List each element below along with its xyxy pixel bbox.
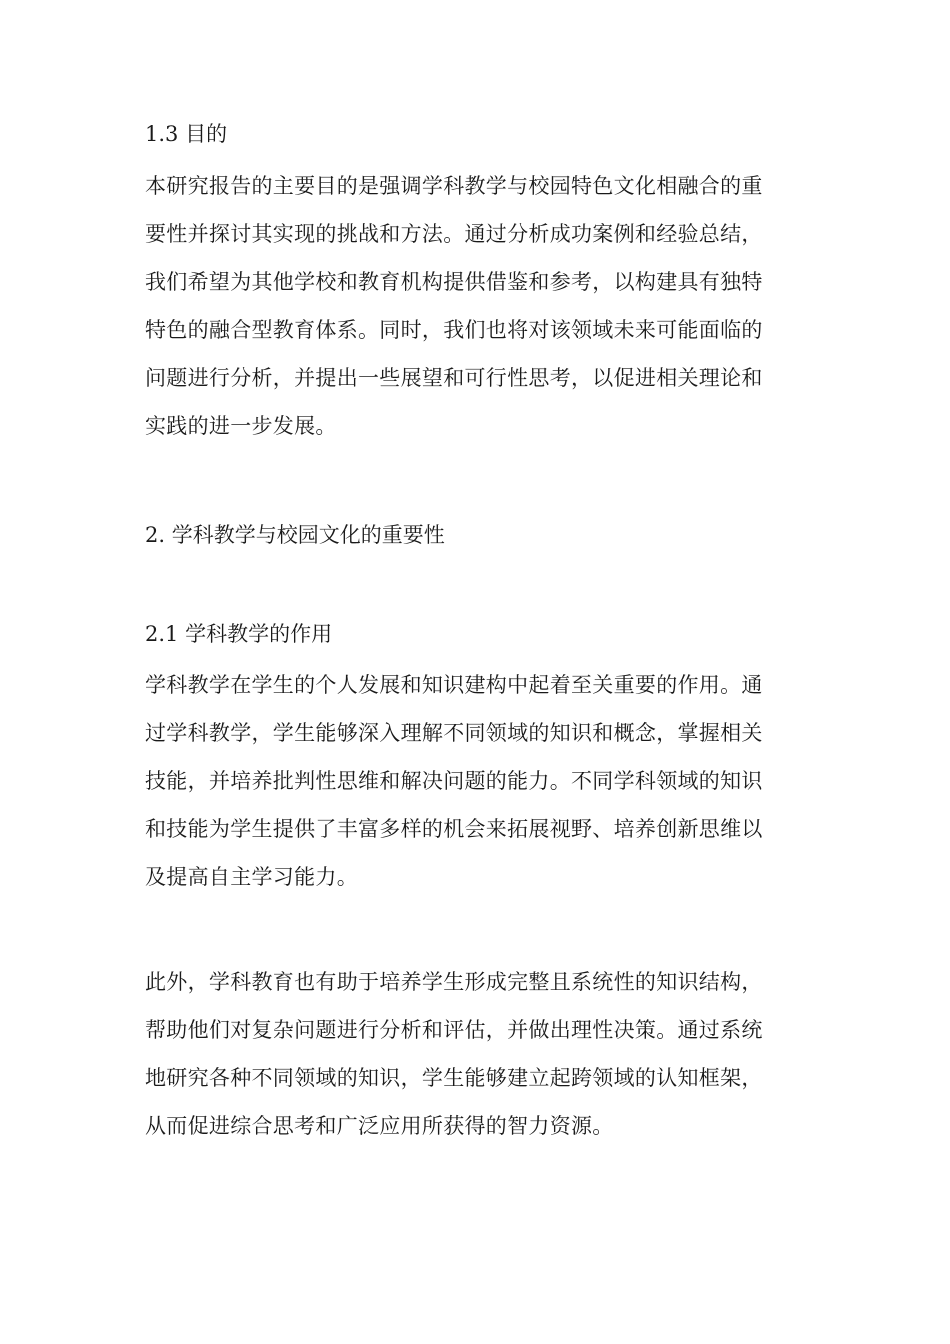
paragraph-purpose [145,162,800,450]
paragraph-line: 及提高自主学习能力。 [145,865,358,889]
paragraph-line: 实践的进一步发展。 [145,414,337,438]
paragraph-line: 地研究各种不同领域的知识，学生能够建立起跨领域的认知框架， [145,1066,763,1090]
paragraph-line: 此外，学科教育也有助于培养学生形成完整且系统性的知识结构， [145,970,763,994]
paragraph-role-of-teaching [145,661,800,901]
paragraph-line: 我们希望为其他学校和教育机构提供借鉴和参考，以构建具有独特 [145,270,763,294]
section-heading-1-3: 1.3 目的 [145,122,228,146]
paragraph-line: 本研究报告的主要目的是强调学科教学与校园特色文化相融合的重 [145,174,763,198]
paragraph-line: 要性并探讨其实现的挑战和方法。通过分析成功案例和经验总结， [145,222,763,246]
paragraph-line: 从而促进综合思考和广泛应用所获得的智力资源。 [145,1114,614,1138]
section-heading-2-1: 2.1 学科教学的作用 [145,622,333,646]
paragraph-line: 帮助他们对复杂问题进行分析和评估，并做出理性决策。通过系统 [145,1018,763,1042]
paragraph-knowledge-structure [145,958,800,1150]
paragraph-line: 和技能为学生提供了丰富多样的机会来拓展视野、培养创新思维以 [145,817,763,841]
section-heading-2: 2. 学科教学与校园文化的重要性 [145,523,445,547]
paragraph-line: 学科教学在学生的个人发展和知识建构中起着至关重要的作用。通 [145,673,763,697]
paragraph-line: 过学科教学，学生能够深入理解不同领域的知识和概念，掌握相关 [145,721,763,745]
paragraph-line: 技能，并培养批判性思维和解决问题的能力。不同学科领域的知识 [145,769,763,793]
paragraph-line: 问题进行分析，并提出一些展望和可行性思考，以促进相关理论和 [145,366,763,390]
paragraph-line: 特色的融合型教育体系。同时，我们也将对该领域未来可能面临的 [145,318,763,342]
